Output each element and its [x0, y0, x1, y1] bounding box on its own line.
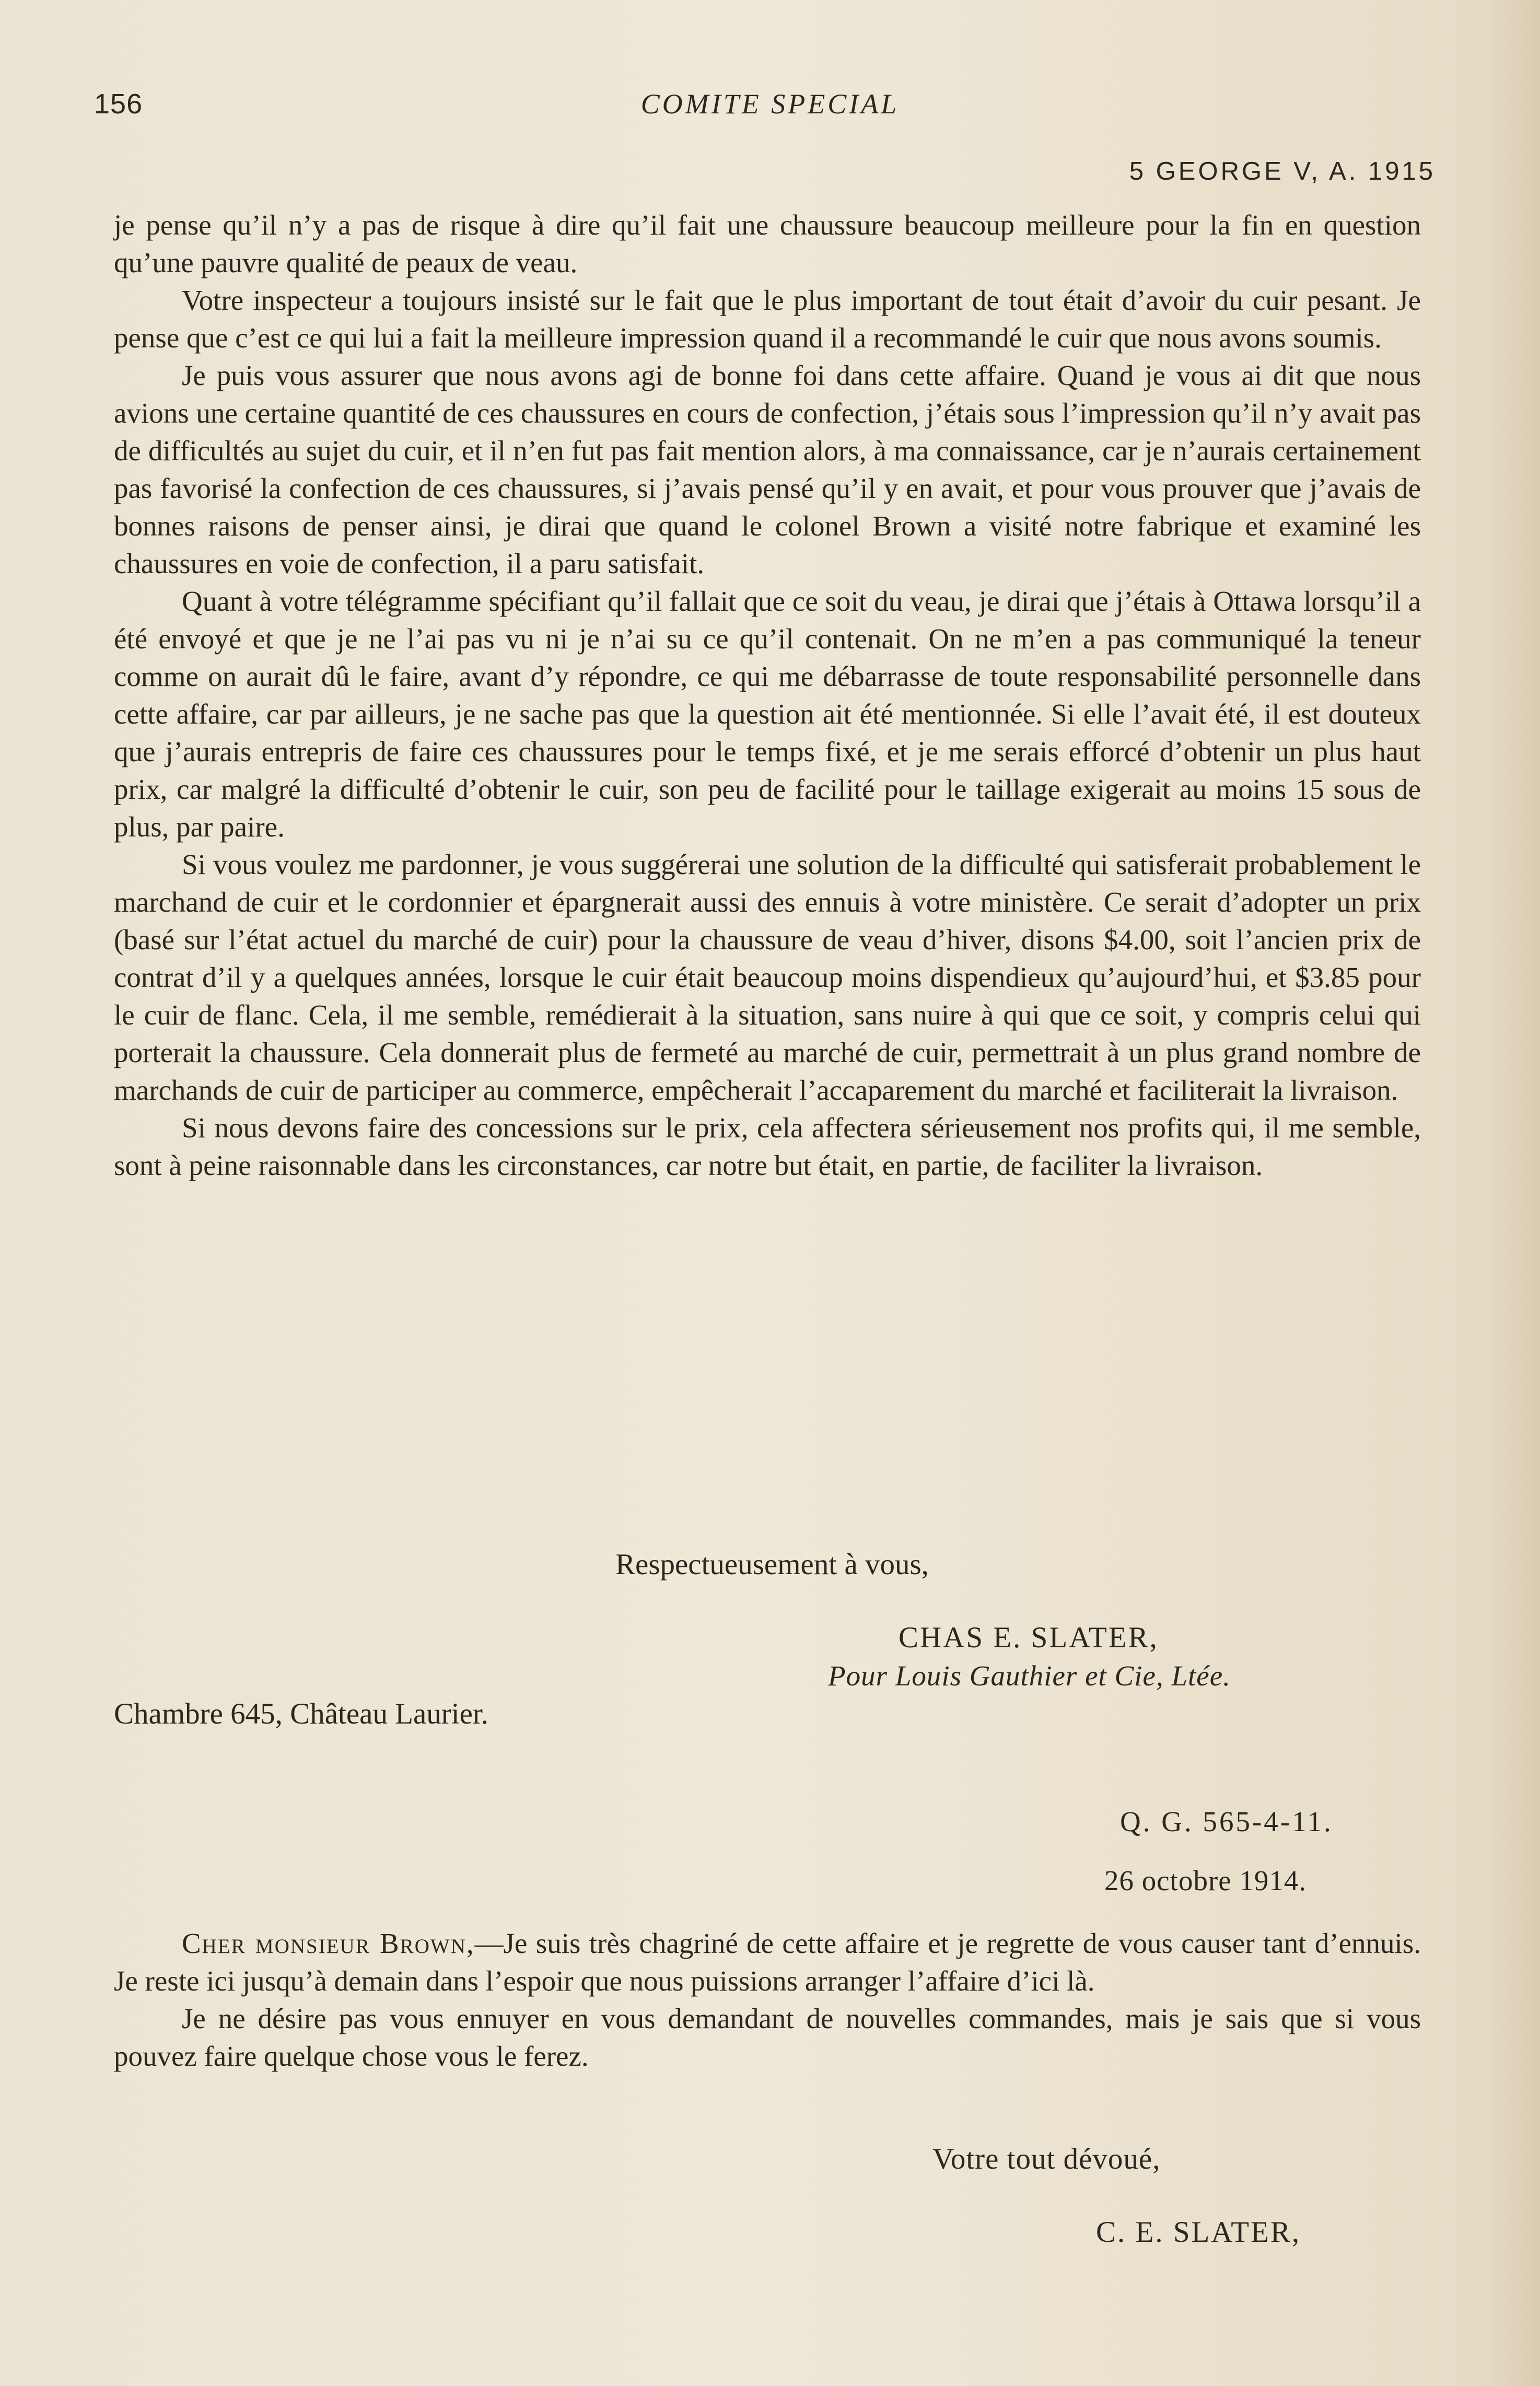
- letter-2-body: [114, 1925, 1421, 2075]
- letter-1-paragraph: Je puis vous assurer que nous avons agi de bonne foi dans cette affaire. Quand je vous ai dit que nous avions une certaine quantité de ces chaussures en cours de confection, j’étais sous l’impression qu’il n’y avait pas de difficultés au sujet du cuir, et il n’en fut pas fait mention alors, à ma connaissance, car je n’aurais certainement pas favorisé la confection de ces chaussures, si j’avais pensé qu’il y en avait, et pour vous prouver que j’avais de bonnes raisons de penser ainsi, je dirai que quand le colonel Brown a visité notre fabrique et examiné les chaussures en voie de confection, il a paru satisfait.: [114, 359, 1421, 579]
- letter-1-paragraph: Quant à votre télégramme spécifiant qu’il fallait que ce soit du veau, je dirai que j’étais à Ottawa lorsqu’il a été envoyé et que je ne l’ai pas vu ni je n’ai su ce qu’il contenait. On ne m’en a pas communiqué la teneur comme on aurait dû le faire, avant d’y répondre, ce qui me débarrasse de toute responsabilité personnelle dans cette affaire, car par ailleurs, je ne sache pas que la question ait été mentionnée. Si elle l’avait été, il est douteux que j’aurais entrepris de faire ces chaussures pour le temps fixé, et je me serais efforcé d’obtenir un plus haut prix, car malgré la difficulté d’obtenir le cuir, son peu de facilité pour le taillage exigerait au moins 15 sous de plus, par paire.: [114, 585, 1421, 843]
- letter-2-date: 26 octobre 1914.: [1104, 1865, 1307, 1896]
- letter-1-signature-company: Pour Louis Gauthier et Cie, Ltée.: [828, 1660, 1231, 1692]
- letter-1-paragraph: je pense qu’il n’y a pas de risque à dire qu’il fait une chaussure beaucoup meilleure pour la fin en question qu’une pauvre qualité de peaux de veau.: [114, 209, 1421, 278]
- letter-1-body: [114, 206, 1421, 1184]
- session-reference: 5 GEORGE V, A. 1915: [1129, 157, 1436, 185]
- letter-1-closing: Respectueusement à vous,: [615, 1548, 929, 1581]
- letter-2-paragraph: [114, 1925, 1421, 2000]
- letter-1-paragraph: Si vous voulez me pardonner, je vous suggérerai une solution de la difficulté qui satisferait probablement le marchand de cuir et le cordonnier et épargnerait aussi des ennuis à votre ministère. Ce serait d’adopter un prix (basé sur l’état actuel du marché de cuir) pour la chaussure de veau d’hiver, disons $4.00, soit l’ancien prix de contrat d’il y a quelques années, lorsque le cuir était beaucoup moins dispendieux qu’aujourd’hui, et $3.85 pour le cuir de flanc. Cela, il me semble, remédierait à la situation, sans nuire à qui que ce soit, y compris celui qui porterait la chaussure. Cela donnerait plus de fermeté au marché de cuir, permettrait à un plus grand nombre de marchands de cuir de participer au commerce, empêcherait l’accaparement du marché et faciliterait la livraison.: [114, 848, 1421, 1106]
- letter-1-paragraph: Si nous devons faire des concessions sur le prix, cela affectera sérieusement nos profits qui, il me semble, sont à peine raisonnable dans les circonstances, car notre but était, en partie, de faciliter la livraison.: [114, 1112, 1421, 1181]
- running-head: COMITE SPECIAL: [640, 88, 900, 120]
- letter-1-signature-name: CHAS E. SLATER,: [899, 1621, 1159, 1654]
- letter-2-paragraph-text: —Je suis très chagriné de cette affaire et je regrette de vous causer tant d’ennuis. Je reste ici jusqu’à demain dans l’espoir que nous puissions arranger l’affaire d’ici là.: [114, 1927, 1421, 1997]
- letter-2-salutation: Cher monsieur Brown,: [182, 1927, 475, 1959]
- letter-2-closing: Votre tout dévoué,: [932, 2143, 1161, 2175]
- letter-2-signature: C. E. SLATER,: [1096, 2216, 1301, 2249]
- letter-2-reference: Q. G. 565-4-11.: [1120, 1806, 1333, 1837]
- page-number: 156: [94, 88, 143, 120]
- letter-2-paragraph: Je ne désire pas vous ennuyer en vous demandant de nouvelles commandes, mais je sais que si vous pouvez faire quelque chose vous le ferez.: [114, 2003, 1421, 2072]
- letter-1-paragraph: Votre inspecteur a toujours insisté sur le fait que le plus important de tout était d’avoir du cuir pesant. Je pense que c’est ce qui lui a fait la meilleure impression quand il a recommandé le cuir que nous avons soumis.: [114, 284, 1421, 354]
- letter-1-address: Chambre 645, Château Laurier.: [114, 1697, 489, 1730]
